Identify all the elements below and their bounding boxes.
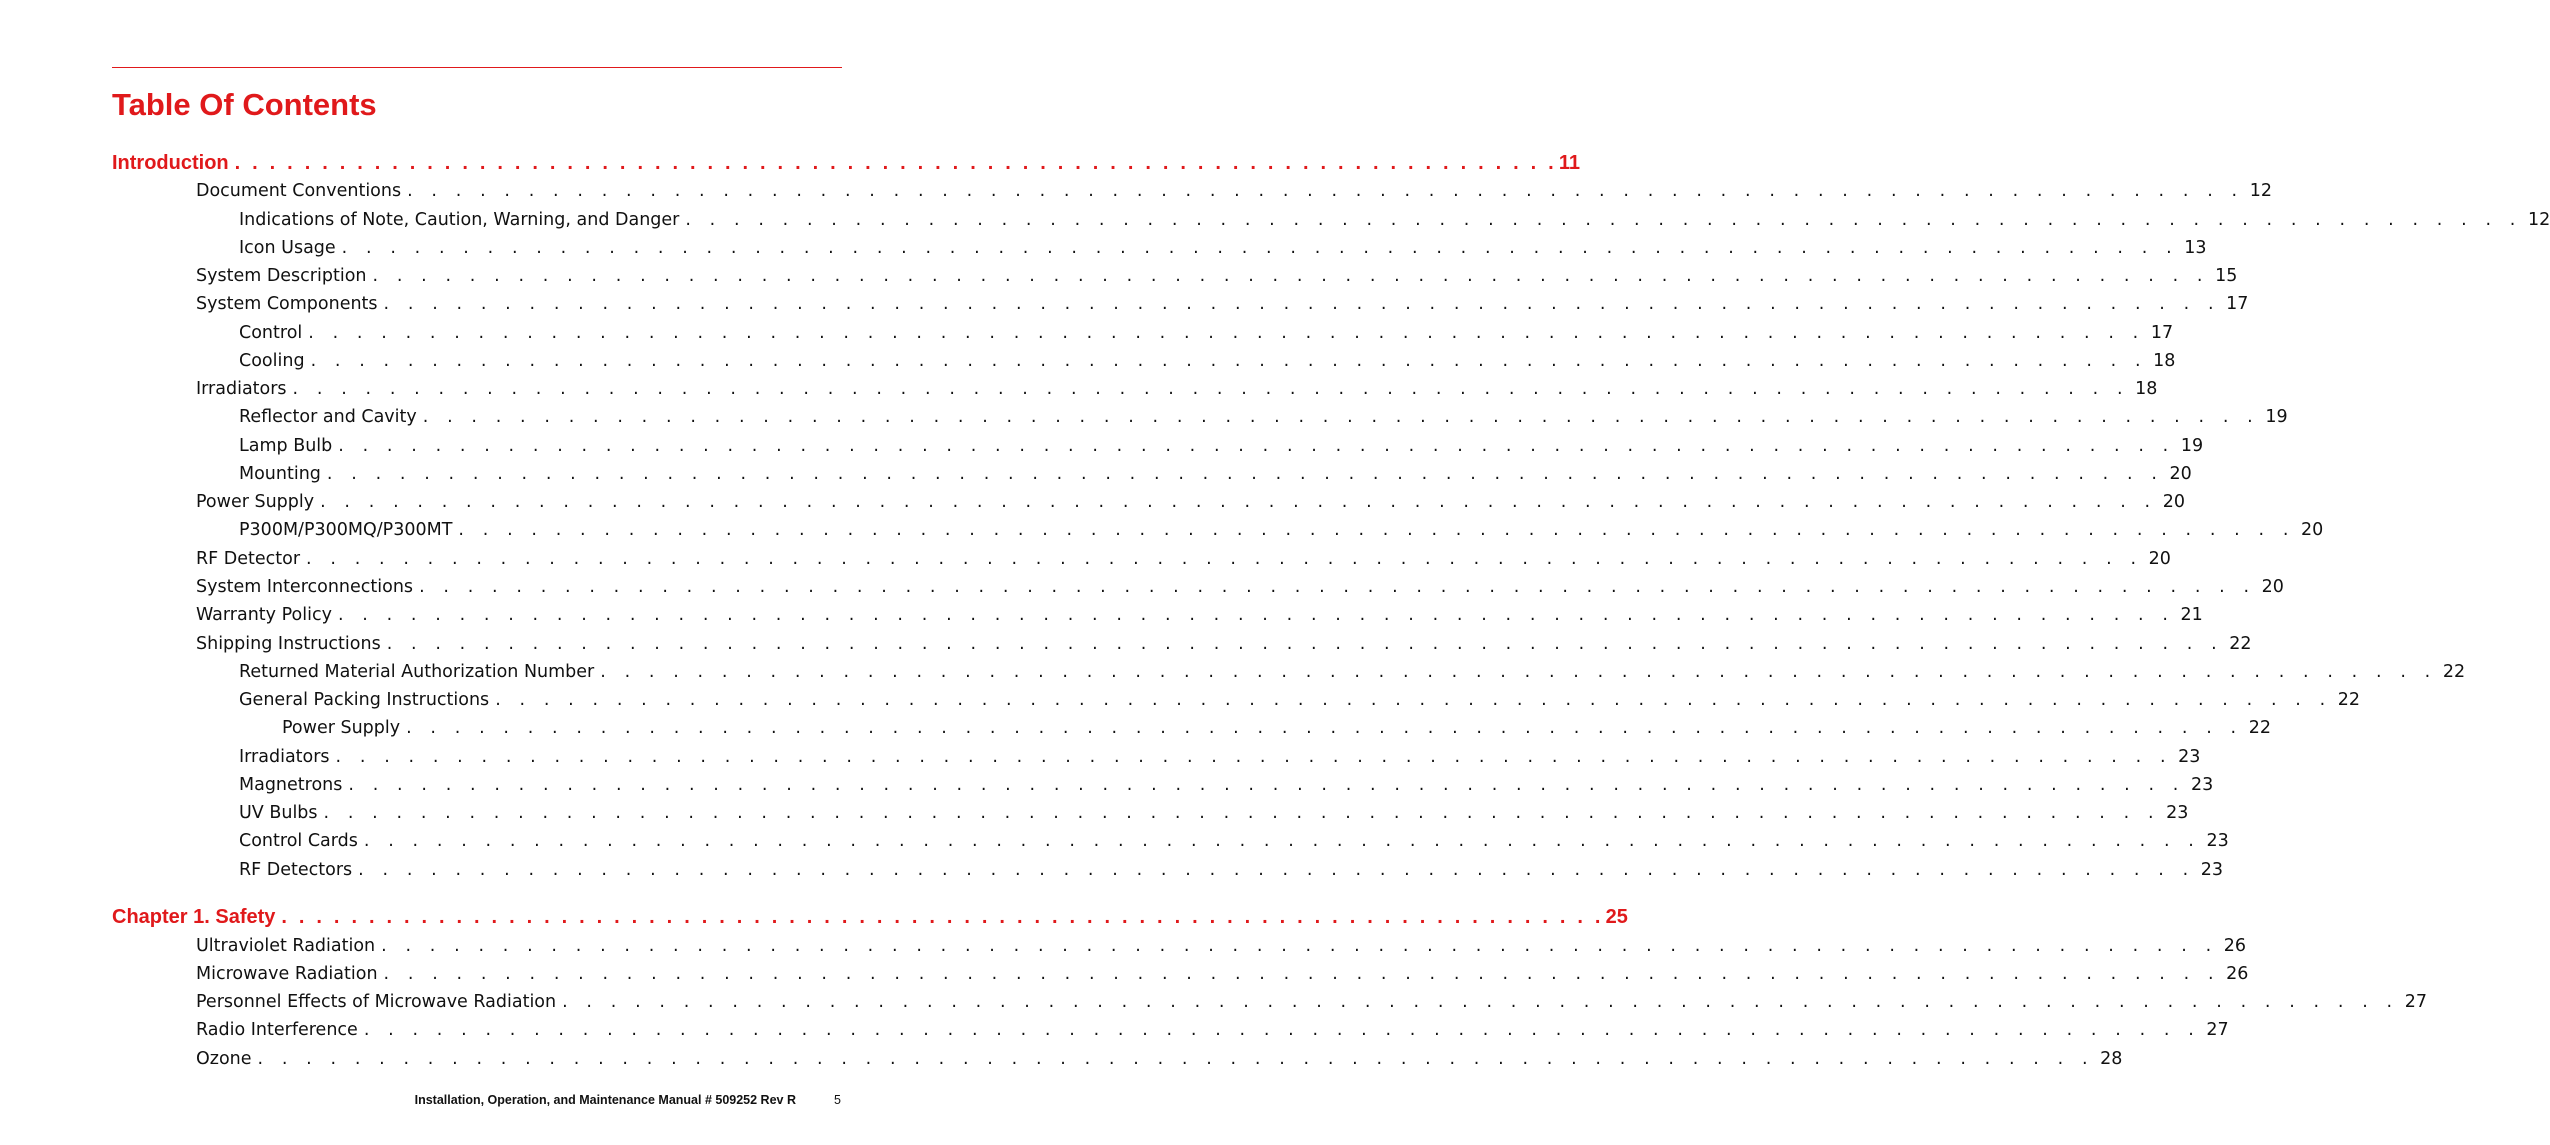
- dot-leader: . . . . . . . . . . . . . . . . . . . . . . . . . . . . . . . . . . . . . . . . . . . . . . . . . . . . . . . . . . . . . . . . . . . . . . . . . . . .: [337, 605, 2175, 625]
- toc-page-number: 17: [2150, 323, 2174, 343]
- dot-leader: . . . . . . . . . . . . . . . . . . . . . . . . . . . . . . . . . . . . . . . . . . . . . . . . . . . . . . . . . . . . . . . . . . . . . . . . . . . .: [326, 464, 2164, 484]
- toc-page-number: 27: [2206, 1020, 2229, 1040]
- toc-entry-title: Radio Interference: [196, 1020, 358, 1040]
- dot-leader: . . . . . . . . . . . . . . . . . . . . . . . . . . . . . . . . . . . . . . . . . . . . . . . . . . . . . . . . . . . . . . . . . . . . . . . . . . . .: [281, 906, 1604, 928]
- toc-entry[interactable]: [196, 634, 2252, 654]
- toc-page-number: 12: [2527, 210, 2550, 230]
- toc-entry[interactable]: [196, 181, 2272, 201]
- dot-leader: . . . . . . . . . . . . . . . . . . . . . . . . . . . . . . . . . . . . . . . . . . . . . . . . . . . . . . . . . . . . . . . . . . . . . . . . . . . .: [363, 1020, 2201, 1040]
- toc-entry-title: Document Conventions: [196, 181, 402, 201]
- toc-entry-title: General Packing Instructions: [239, 690, 490, 710]
- dot-leader: . . . . . . . . . . . . . . . . . . . . . . . . . . . . . . . . . . . . . . . . . . . . . . . . . . . . . . . . . . . . . . . . . . . . . . . . . . . .: [406, 718, 2243, 738]
- toc-entry[interactable]: [239, 803, 2189, 823]
- toc-page-number: 20: [2148, 549, 2171, 569]
- dot-leader: . . . . . . . . . . . . . . . . . . . . . . . . . . . . . . . . . . . . . . . . . . . . . . . . . . . . . . . . . . . . . . . . . . . . . . . . . . . .: [320, 492, 2157, 512]
- toc-entry-title: System Interconnections: [196, 577, 414, 597]
- toc-page-number: 28: [2100, 1049, 2123, 1069]
- dot-leader: . . . . . . . . . . . . . . . . . . . . . . . . . . . . . . . . . . . . . . . . . . . . . . . . . . . . . . . . . . . . . . . . . . . . . . . . . . . .: [234, 152, 1557, 174]
- toc-entry[interactable]: [196, 936, 2247, 956]
- toc-page-number: 22: [2229, 634, 2252, 654]
- toc-entry[interactable]: [196, 379, 2158, 399]
- dot-leader: . . . . . . . . . . . . . . . . . . . . . . . . . . . . . . . . . . . . . . . . . . . . . . . . . . . . . . . . . . . . . . . . . . . . . . . . . . . .: [381, 936, 2218, 956]
- toc-entry-title: UV Bulbs: [239, 803, 318, 823]
- toc-page-number: 20: [2261, 577, 2284, 597]
- toc-page-number: 23: [2200, 860, 2224, 880]
- dot-leader: . . . . . . . . . . . . . . . . . . . . . . . . . . . . . . . . . . . . . . . . . . . . . . . . . . . . . . . . . . . . . . . . . . . . . . . . . . . .: [458, 520, 2295, 540]
- footer-page-number: 5: [834, 1093, 841, 1107]
- toc-entry-title: Lamp Bulb: [239, 436, 333, 456]
- toc-entry[interactable]: [239, 436, 2204, 456]
- toc-entry-title: Warranty Policy: [196, 605, 332, 625]
- dot-leader: . . . . . . . . . . . . . . . . . . . . . . . . . . . . . . . . . . . . . . . . . . . . . . . . . . . . . . . . . . . . . . . . . . . . . . . . . . . .: [407, 181, 2244, 201]
- toc-entry[interactable]: [239, 662, 2466, 682]
- dot-leader: . . . . . . . . . . . . . . . . . . . . . . . . . . . . . . . . . . . . . . . . . . . . . . . . . . . . . . . . . . . . . . . . . . . . . . . . . . . .: [306, 549, 2143, 569]
- toc-entry-title: Microwave Radiation: [196, 964, 378, 984]
- toc-entry-title: Power Supply: [196, 492, 315, 512]
- toc-entry[interactable]: [196, 964, 2249, 984]
- toc-entry[interactable]: [239, 520, 2324, 540]
- dot-leader: . . . . . . . . . . . . . . . . . . . . . . . . . . . . . . . . . . . . . . . . . . . . . . . . . . . . . . . . . . . . . . . . . . . . . . . . . . . .: [308, 323, 2145, 343]
- dot-leader: . . . . . . . . . . . . . . . . . . . . . . . . . . . . . . . . . . . . . . . . . . . . . . . . . . . . . . . . . . . . . . . . . . . . . . . . . . . .: [386, 634, 2224, 654]
- dot-leader: . . . . . . . . . . . . . . . . . . . . . . . . . . . . . . . . . . . . . . . . . . . . . . . . . . . . . . . . . . . . . . . . . . . . . . . . . . . .: [419, 577, 2256, 597]
- dot-leader: . . . . . . . . . . . . . . . . . . . . . . . . . . . . . . . . . . . . . . . . . . . . . . . . . . . . . . . . . . . . . . . . . . . . . . . . . . . .: [323, 803, 2161, 823]
- toc-entry[interactable]: [239, 407, 2288, 427]
- toc-page-number: 11: [1558, 152, 1581, 174]
- toc-page-number: 27: [2404, 992, 2427, 1012]
- toc-page-number: 19: [2180, 436, 2204, 456]
- toc-page-number: 12: [2249, 181, 2272, 201]
- toc-page-number: 13: [2184, 238, 2207, 258]
- toc-entry-title: Returned Material Authorization Number: [239, 662, 595, 682]
- toc-entry-title: Power Supply: [282, 718, 401, 738]
- toc-entry[interactable]: [196, 492, 2185, 512]
- toc-page-number: 20: [2169, 464, 2192, 484]
- toc-entry[interactable]: [239, 464, 2192, 484]
- toc-page-number: 23: [2178, 747, 2201, 767]
- toc-entry[interactable]: [196, 605, 2203, 625]
- toc-page-number: 23: [2166, 803, 2189, 823]
- toc-entry-title: Reflector and Cavity: [239, 407, 417, 427]
- toc-entry-title: P300M/P300MQ/P300MT: [239, 520, 453, 540]
- toc-page-number: 18: [2135, 379, 2158, 399]
- toc-entry[interactable]: [239, 860, 2224, 880]
- dot-leader: . . . . . . . . . . . . . . . . . . . . . . . . . . . . . . . . . . . . . . . . . . . . . . . . . . . . . . . . . . . . . . . . . . . . . . . . . . . .: [685, 210, 2522, 230]
- dot-leader: . . . . . . . . . . . . . . . . . . . . . . . . . . . . . . . . . . . . . . . . . . . . . . . . . . . . . . . . . . . . . . . . . . . . . . . . . . . .: [358, 860, 2195, 880]
- toc-page-number: 20: [2301, 520, 2324, 540]
- toc-entry[interactable]: [196, 577, 2284, 597]
- toc-entry[interactable]: [239, 351, 2176, 371]
- dot-leader: . . . . . . . . . . . . . . . . . . . . . . . . . . . . . . . . . . . . . . . . . . . . . . . . . . . . . . . . . . . . . . . . . . . . . . . . . . . .: [383, 294, 2221, 314]
- dot-leader: . . . . . . . . . . . . . . . . . . . . . . . . . . . . . . . . . . . . . . . . . . . . . . . . . . . . . . . . . . . . . . . . . . . . . . . . . . . .: [257, 1049, 2095, 1069]
- toc-entry-title: Irradiators: [239, 747, 330, 767]
- toc-entry-title: Shipping Instructions: [196, 634, 381, 654]
- toc-page-number: 23: [2206, 831, 2229, 851]
- dot-leader: . . . . . . . . . . . . . . . . . . . . . . . . . . . . . . . . . . . . . . . . . . . . . . . . . . . . . . . . . . . . . . . . . . . . . . . . . . . .: [335, 747, 2173, 767]
- toc-page-number: 21: [2180, 605, 2203, 625]
- toc-entry[interactable]: [239, 775, 2214, 795]
- toc-entry[interactable]: [239, 831, 2229, 851]
- toc-entry[interactable]: [239, 210, 2550, 230]
- toc-page-number: 23: [2190, 775, 2214, 795]
- toc-page-number: 20: [2162, 492, 2185, 512]
- dot-leader: . . . . . . . . . . . . . . . . . . . . . . . . . . . . . . . . . . . . . . . . . . . . . . . . . . . . . . . . . . . . . . . . . . . . . . . . . . . .: [422, 407, 2260, 427]
- dot-leader: . . . . . . . . . . . . . . . . . . . . . . . . . . . . . . . . . . . . . . . . . . . . . . . . . . . . . . . . . . . . . . . . . . . . . . . . . . . .: [495, 690, 2332, 710]
- toc-entry-title: Irradiators: [196, 379, 287, 399]
- toc-page-number: 22: [2337, 690, 2361, 710]
- toc-entry[interactable]: [196, 549, 2171, 569]
- toc-entry-title: Indications of Note, Caution, Warning, and Danger: [239, 210, 680, 230]
- toc-page-number: 26: [2226, 964, 2249, 984]
- toc-entry[interactable]: [239, 323, 2174, 343]
- toc-entry-title: Magnetrons: [239, 775, 343, 795]
- toc-entry-title: Ultraviolet Radiation: [196, 936, 376, 956]
- toc-entry[interactable]: [239, 238, 2207, 258]
- dot-leader: . . . . . . . . . . . . . . . . . . . . . . . . . . . . . . . . . . . . . . . . . . . . . . . . . . . . . . . . . . . . . . . . . . . . . . . . . . . .: [310, 351, 2148, 371]
- dot-leader: . . . . . . . . . . . . . . . . . . . . . . . . . . . . . . . . . . . . . . . . . . . . . . . . . . . . . . . . . . . . . . . . . . . . . . . . . . . .: [363, 831, 2201, 851]
- toc-entry-title: RF Detectors: [239, 860, 353, 880]
- toc-chapter-entry[interactable]: [112, 906, 1628, 929]
- toc-entry-title: Control: [239, 323, 303, 343]
- footer-manual-title: Installation, Operation, and Maintenance Manual # 509252 Rev R: [414, 1093, 796, 1107]
- dot-leader: . . . . . . . . . . . . . . . . . . . . . . . . . . . . . . . . . . . . . . . . . . . . . . . . . . . . . . . . . . . . . . . . . . . . . . . . . . . .: [383, 964, 2221, 984]
- dot-leader: . . . . . . . . . . . . . . . . . . . . . . . . . . . . . . . . . . . . . . . . . . . . . . . . . . . . . . . . . . . . . . . . . . . . . . . . . . . .: [338, 436, 2175, 456]
- dot-leader: . . . . . . . . . . . . . . . . . . . . . . . . . . . . . . . . . . . . . . . . . . . . . . . . . . . . . . . . . . . . . . . . . . . . . . . . . . . .: [600, 662, 2437, 682]
- toc-entry[interactable]: [239, 690, 2361, 710]
- toc-entry-title: Cooling: [239, 351, 305, 371]
- toc-page-number: 19: [2265, 407, 2288, 427]
- toc-page-number: 17: [2226, 294, 2249, 314]
- toc-page-number: 25: [1605, 906, 1628, 928]
- toc-page-number: 18: [2153, 351, 2176, 371]
- dot-leader: . . . . . . . . . . . . . . . . . . . . . . . . . . . . . . . . . . . . . . . . . . . . . . . . . . . . . . . . . . . . . . . . . . . . . . . . . . . .: [341, 238, 2179, 258]
- toc-entry[interactable]: [196, 992, 2427, 1012]
- toc-entry[interactable]: [196, 1020, 2229, 1040]
- toc-entry-title: Mounting: [239, 464, 321, 484]
- toc-entry[interactable]: [239, 747, 2201, 767]
- page-title: Table Of Contents: [112, 87, 377, 122]
- toc-entry-title: Icon Usage: [239, 238, 336, 258]
- toc-entry-title: Personnel Effects of Microwave Radiation: [196, 992, 557, 1012]
- dot-leader: . . . . . . . . . . . . . . . . . . . . . . . . . . . . . . . . . . . . . . . . . . . . . . . . . . . . . . . . . . . . . . . . . . . . . . . . . . . .: [348, 775, 2185, 795]
- dot-leader: . . . . . . . . . . . . . . . . . . . . . . . . . . . . . . . . . . . . . . . . . . . . . . . . . . . . . . . . . . . . . . . . . . . . . . . . . . . .: [562, 992, 2399, 1012]
- dot-leader: . . . . . . . . . . . . . . . . . . . . . . . . . . . . . . . . . . . . . . . . . . . . . . . . . . . . . . . . . . . . . . . . . . . . . . . . . . . .: [292, 379, 2130, 399]
- toc-entry-title: Chapter 1. Safety: [112, 906, 276, 928]
- toc-entry-title: System Components: [196, 294, 378, 314]
- toc-page-number: 22: [2442, 662, 2466, 682]
- toc-entry[interactable]: [196, 1049, 2123, 1069]
- toc-page-number: 26: [2223, 936, 2247, 956]
- toc-page-number: 15: [2215, 266, 2238, 286]
- toc-page-number: 22: [2248, 718, 2271, 738]
- toc-entry[interactable]: [282, 718, 2271, 738]
- toc-entry[interactable]: [196, 294, 2249, 314]
- toc-entry[interactable]: [196, 266, 2238, 286]
- dot-leader: . . . . . . . . . . . . . . . . . . . . . . . . . . . . . . . . . . . . . . . . . . . . . . . . . . . . . . . . . . . . . . . . . . . . . . . . . . . .: [372, 266, 2210, 286]
- toc-chapter-entry[interactable]: [112, 152, 1581, 175]
- toc-entry-title: Ozone: [196, 1049, 252, 1069]
- toc-entry-title: Introduction: [112, 152, 229, 174]
- toc-entry-title: System Description: [196, 266, 367, 286]
- toc-entry-title: RF Detector: [196, 549, 301, 569]
- toc-entry-title: Control Cards: [239, 831, 358, 851]
